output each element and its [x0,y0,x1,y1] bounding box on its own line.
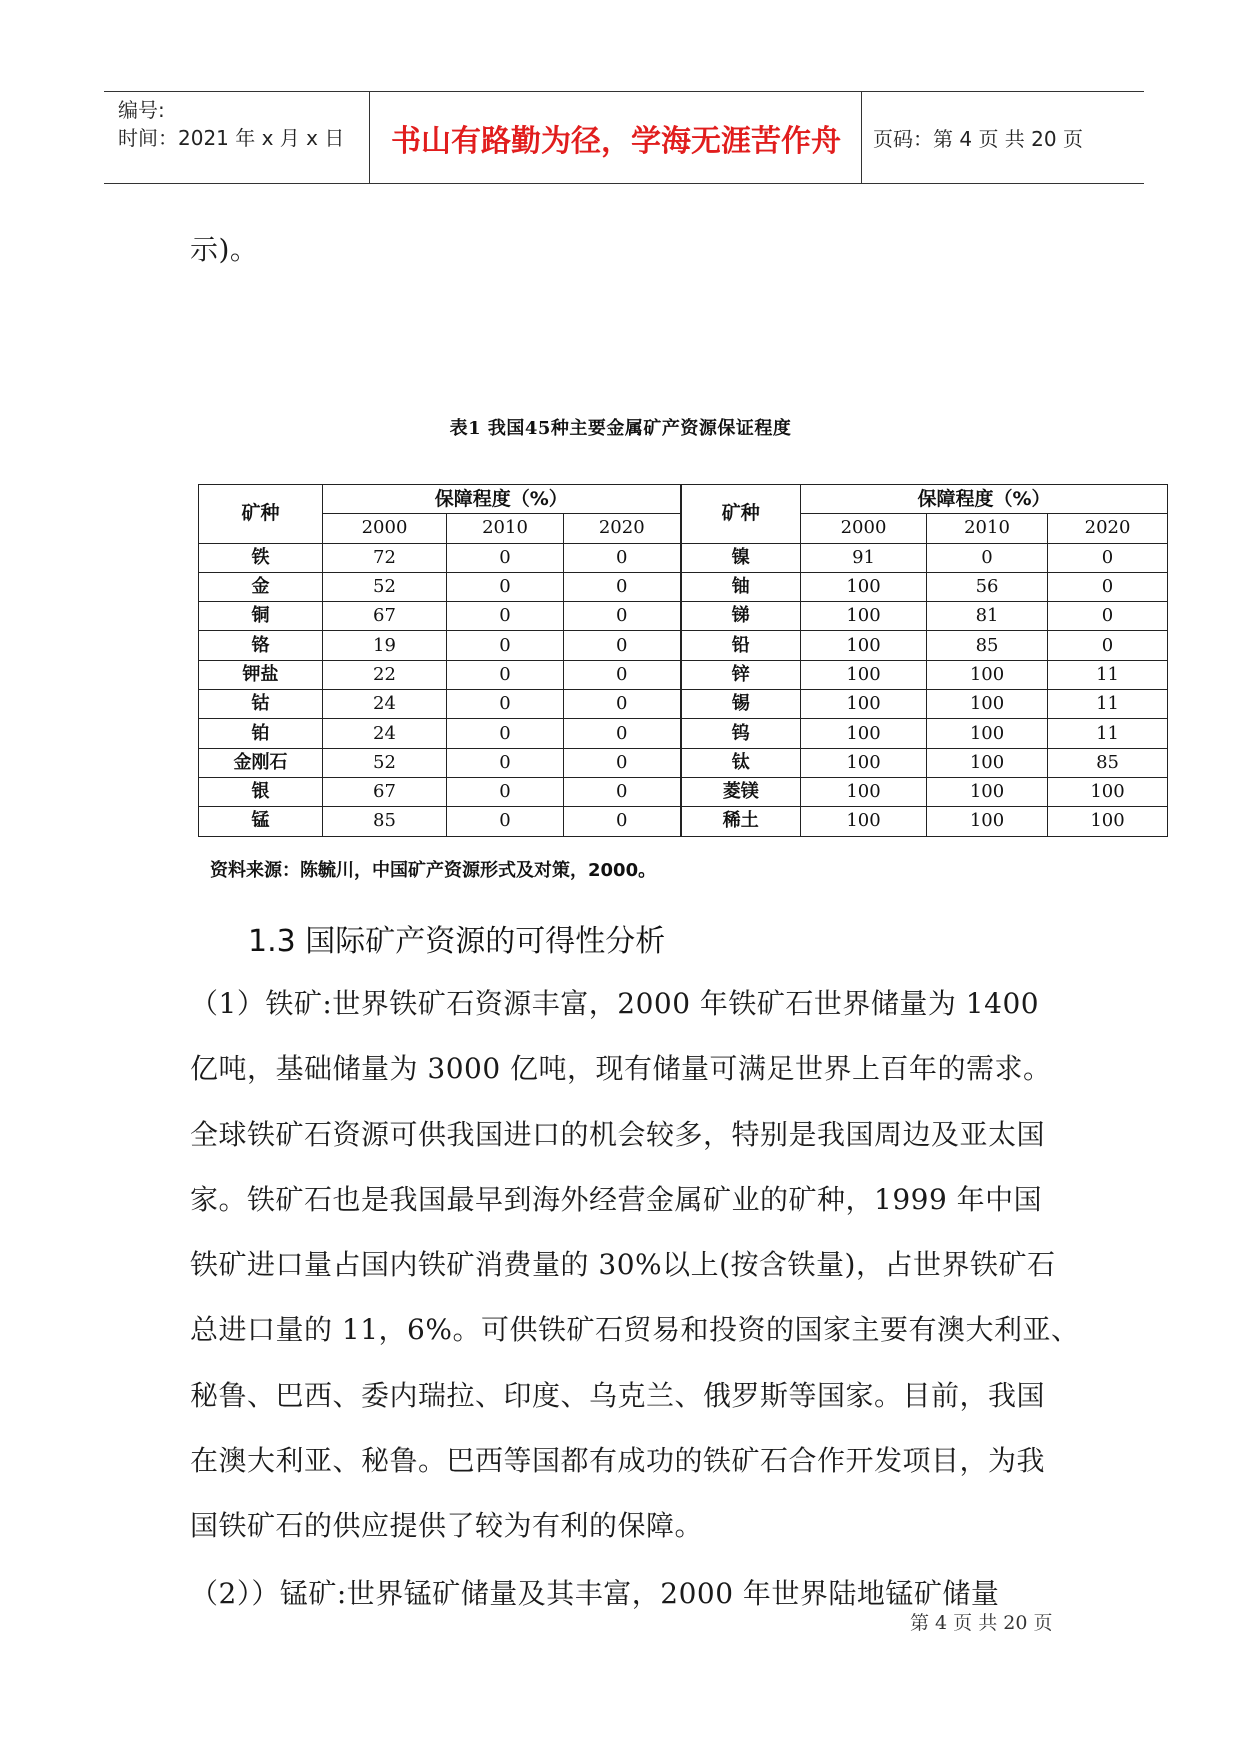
table-source-note: 资料来源：陈毓川，中国矿产资源形式及对策，2000。 [210,860,657,881]
table-body [199,543,1168,836]
value-cell: 0 [1048,543,1168,572]
mineral-cell: 钨 [681,719,801,748]
value-cell: 0 [447,543,564,572]
value-cell: 100 [927,777,1048,806]
value-cell: 0 [927,543,1048,572]
value-cell: 100 [1048,777,1168,806]
mineral-cell: 铜 [199,602,323,631]
year-header: 2000 [801,514,927,543]
value-cell: 0 [564,631,681,660]
year-header: 2010 [447,514,564,543]
value-cell: 85 [927,631,1048,660]
mineral-column-header: 矿种 [681,485,801,544]
value-cell: 67 [323,602,447,631]
value-cell: 100 [927,660,1048,689]
value-cell: 11 [1048,690,1168,719]
table-row [199,631,1168,660]
paragraph-line: 全球铁矿石资源可供我国进口的机会较多，特别是我国周边及亚太国 [190,1118,1046,1151]
value-cell: 0 [1048,602,1168,631]
table-row [199,572,1168,601]
table-row [199,543,1168,572]
mineral-guarantee-table [198,484,1168,837]
value-cell: 19 [323,631,447,660]
paragraph-2-line: （2））锰矿:世界锰矿储量及其丰富，2000 年世界陆地锰矿储量 [190,1577,1000,1610]
value-cell: 0 [447,690,564,719]
value-cell: 0 [447,807,564,836]
year-header: 2020 [564,514,681,543]
mineral-cell: 锡 [681,690,801,719]
mineral-cell: 铂 [199,719,323,748]
value-cell: 81 [927,602,1048,631]
value-cell: 91 [801,543,927,572]
value-cell: 100 [801,631,927,660]
value-cell: 22 [323,660,447,689]
table-row [199,777,1168,806]
mineral-cell: 菱镁 [681,777,801,806]
mineral-cell: 钛 [681,748,801,777]
value-cell: 100 [927,719,1048,748]
value-cell: 0 [447,602,564,631]
value-cell: 67 [323,777,447,806]
value-cell: 100 [801,807,927,836]
value-cell: 0 [447,719,564,748]
paragraph-line: 总进口量的 11，6%。可供铁矿石贸易和投资的国家主要有澳大利亚、 [190,1313,1080,1346]
year-header: 2020 [1048,514,1168,543]
value-cell: 0 [564,807,681,836]
value-cell: 0 [564,543,681,572]
value-cell: 0 [564,602,681,631]
value-cell: 0 [1048,572,1168,601]
mineral-cell: 铬 [199,631,323,660]
mineral-cell: 金刚石 [199,748,323,777]
value-cell: 100 [801,660,927,689]
value-cell: 0 [447,748,564,777]
year-header: 2010 [927,514,1048,543]
value-cell: 0 [564,719,681,748]
paragraph-line: 铁矿进口量占国内铁矿消费量的 30%以上(按含铁量)，占世界铁矿石 [190,1248,1056,1281]
paragraph-line: 秘鲁、巴西、委内瑞拉、印度、乌克兰、俄罗斯等国家。目前，我国 [190,1379,1046,1412]
degree-column-header: 保障程度（%） [323,485,681,514]
header-divider-left [369,91,370,184]
section-title: 1.3 国际矿产资源的可得性分析 [248,924,666,959]
value-cell: 0 [564,660,681,689]
page-footer: 第 4 页 共 20 页 [910,1612,1053,1634]
paragraph-line: 亿吨，基础储量为 3000 亿吨，现有储量可满足世界上百年的需求。 [190,1052,1052,1085]
value-cell: 24 [323,690,447,719]
mineral-cell: 银 [199,777,323,806]
mineral-cell: 锌 [681,660,801,689]
value-cell: 100 [927,748,1048,777]
mineral-cell: 金 [199,572,323,601]
mineral-cell: 镍 [681,543,801,572]
value-cell: 100 [801,748,927,777]
value-cell: 0 [447,777,564,806]
header-divider-right [861,91,862,184]
value-cell: 100 [801,690,927,719]
mineral-cell: 铁 [199,543,323,572]
value-cell: 100 [801,719,927,748]
mineral-cell: 钾盐 [199,660,323,689]
value-cell: 85 [323,807,447,836]
mineral-cell: 锰 [199,807,323,836]
degree-column-header: 保障程度（%） [801,485,1168,514]
value-cell: 0 [564,777,681,806]
value-cell: 0 [564,690,681,719]
year-header: 2000 [323,514,447,543]
table-row [199,807,1168,836]
value-cell: 56 [927,572,1048,601]
paragraph-line: 国铁矿石的供应提供了较为有利的保障。 [190,1509,704,1542]
value-cell: 52 [323,748,447,777]
table-row [199,690,1168,719]
mineral-cell: 钴 [199,690,323,719]
value-cell: 100 [801,572,927,601]
table-row [199,602,1168,631]
value-cell: 100 [927,690,1048,719]
table-row [199,748,1168,777]
value-cell: 0 [1048,631,1168,660]
mineral-cell: 锑 [681,602,801,631]
paragraph-line: 家。铁矿石也是我国最早到海外经营金属矿业的矿种，1999 年中国 [190,1183,1043,1216]
value-cell: 11 [1048,719,1168,748]
value-cell: 0 [564,748,681,777]
value-cell: 52 [323,572,447,601]
value-cell: 0 [564,572,681,601]
paragraph-line: 在澳大利亚、秘鲁。巴西等国都有成功的铁矿石合作开发项目，为我 [190,1444,1046,1477]
value-cell: 0 [447,660,564,689]
mineral-cell: 铀 [681,572,801,601]
value-cell: 100 [927,807,1048,836]
table-row [199,719,1168,748]
table-row [199,660,1168,689]
paragraph-line: （1）铁矿:世界铁矿石资源丰富，2000 年铁矿石世界储量为 1400 [190,987,1040,1020]
value-cell: 100 [1048,807,1168,836]
intro-text: 示)。 [190,233,259,266]
value-cell: 100 [801,777,927,806]
serial-number-label: 编号: [118,98,165,122]
mineral-cell: 稀土 [681,807,801,836]
value-cell: 0 [447,572,564,601]
table-caption: 表1 我国45种主要金属矿产资源保证程度 [449,418,792,439]
value-cell: 72 [323,543,447,572]
mineral-column-header: 矿种 [199,485,323,544]
mineral-cell: 铅 [681,631,801,660]
header-motto: 书山有路勤为径，学海无涯苦作舟 [391,123,841,159]
header-page-label: 页码：第 4 页 共 20 页 [873,127,1083,151]
value-cell: 85 [1048,748,1168,777]
time-label: 时间：2021 年 x 月 x 日 [118,126,345,150]
table-header-row [199,485,1168,514]
value-cell: 100 [801,602,927,631]
value-cell: 11 [1048,660,1168,689]
value-cell: 0 [447,631,564,660]
value-cell: 24 [323,719,447,748]
